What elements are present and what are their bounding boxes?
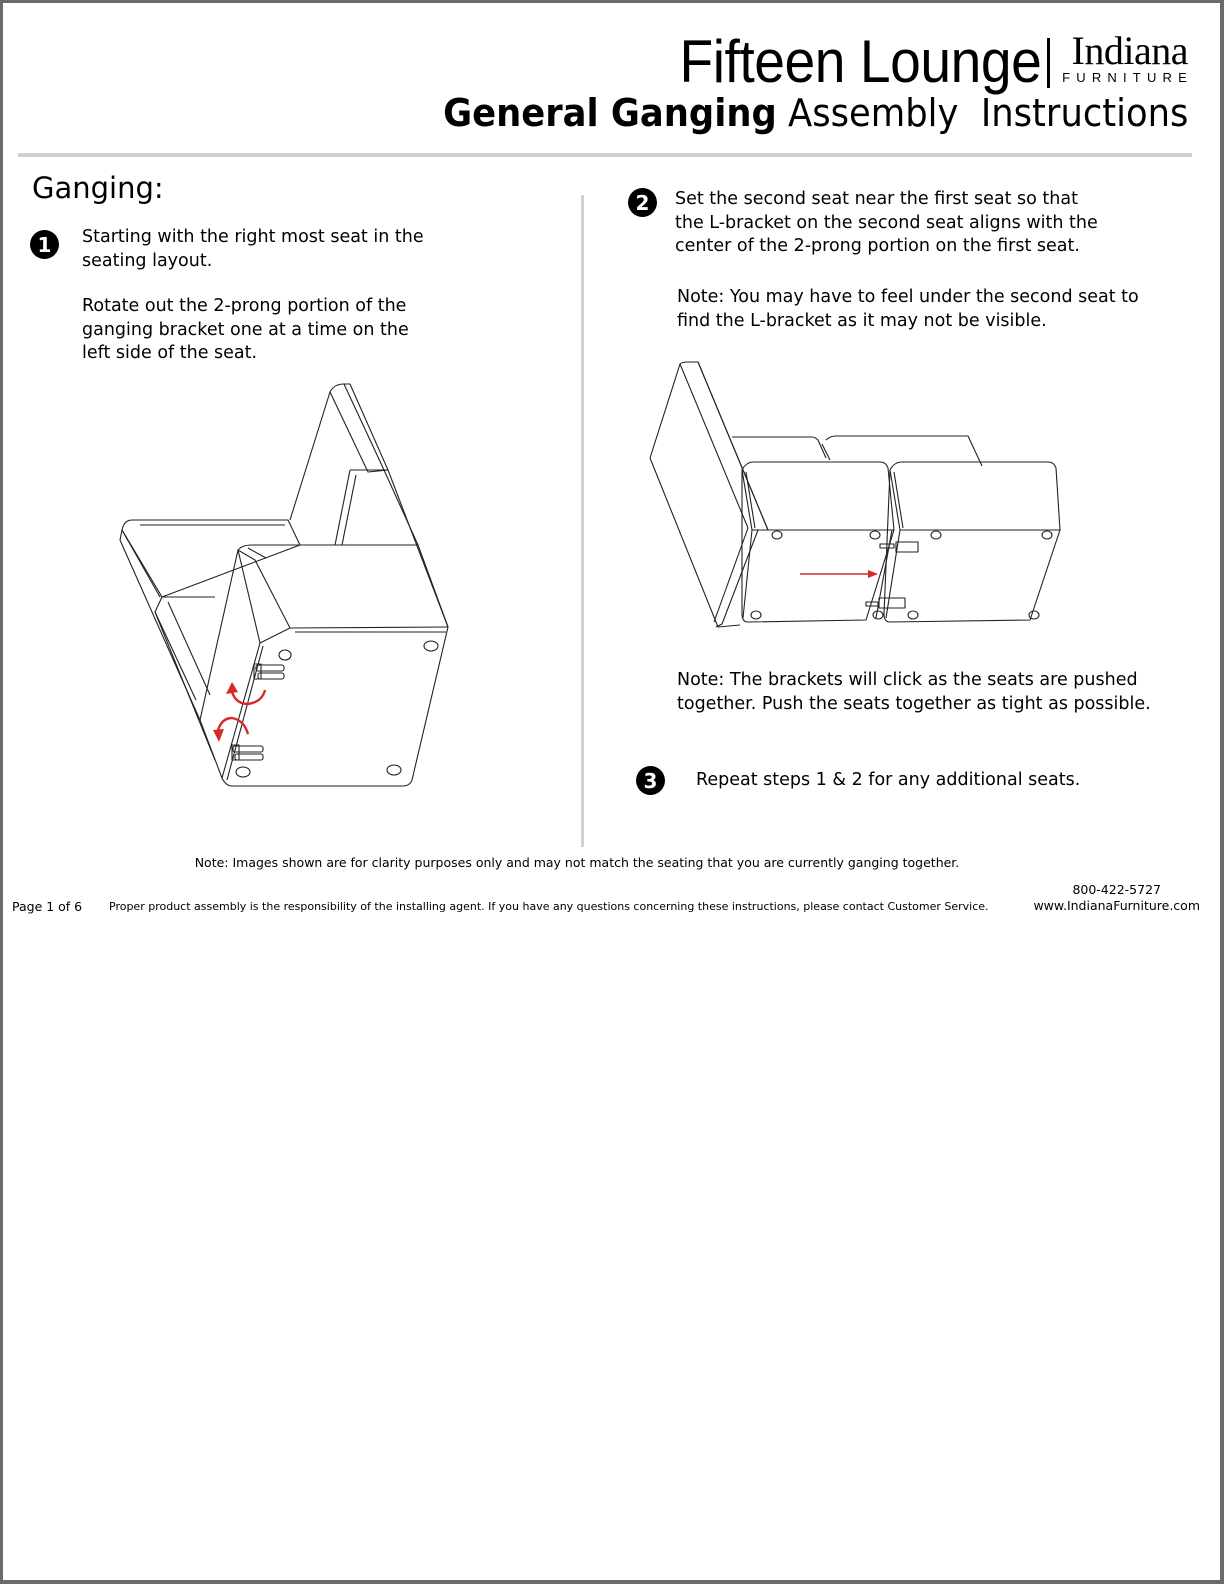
step-number: 2 <box>635 190 650 215</box>
product-title: Fifteen Lounge <box>679 28 1042 95</box>
text-line: Set the second seat near the first seat so that <box>675 189 1078 209</box>
text-line: Note: The brackets will click as the seats are pushed <box>677 670 1138 690</box>
step-3-text <box>696 769 1080 793</box>
text-line: find the L-bracket as it may not be visible. <box>677 310 1047 331</box>
subtitle-rest: Assembly Instructions <box>787 91 1188 135</box>
website-link[interactable]: www.IndianaFurniture.com <box>1033 898 1200 913</box>
text-line: Repeat steps 1 & 2 for any additional seats. <box>696 770 1081 790</box>
section-title: Ganging: <box>32 171 164 205</box>
text-line: the L-bracket on the second seat aligns with the <box>675 212 1098 233</box>
text-line: Note: You may have to feel under the second seat to <box>677 287 1139 307</box>
brand-sub: FURNITURE <box>1062 70 1193 85</box>
text-line: ganging bracket one at a time on the <box>82 319 409 340</box>
page-number: Page 1 of 6 <box>12 899 83 914</box>
brand-name: Indiana <box>1071 28 1188 73</box>
footer-image-note: Note: Images shown are for clarity purposes only and may not match the seating that you are currently ganging together. <box>194 855 960 870</box>
contact-info <box>1033 882 1200 914</box>
text-line: center of the 2-prong portion on the first seat. <box>675 236 1080 256</box>
step-number: 3 <box>643 768 658 793</box>
text-line: left side of the seat. <box>82 343 258 363</box>
text-line: seating layout. <box>82 250 213 271</box>
text-line: Starting with the right most seat in the <box>82 227 424 247</box>
footer-disclaimer: Proper product assembly is the responsibility of the installing agent. If you have any questions concerning these instructions, please contact Customer Service. <box>109 900 989 913</box>
text-line: Rotate out the 2-prong portion of the <box>82 296 407 316</box>
subtitle-bold: General Ganging <box>442 91 777 135</box>
text-line: together. Push the seats together as tight as possible. <box>677 693 1151 714</box>
step-number: 1 <box>37 232 52 257</box>
step-3-badge <box>636 766 665 795</box>
phone-number: 800-422-5727 <box>1072 882 1161 897</box>
step-2-note-b <box>677 669 1151 716</box>
